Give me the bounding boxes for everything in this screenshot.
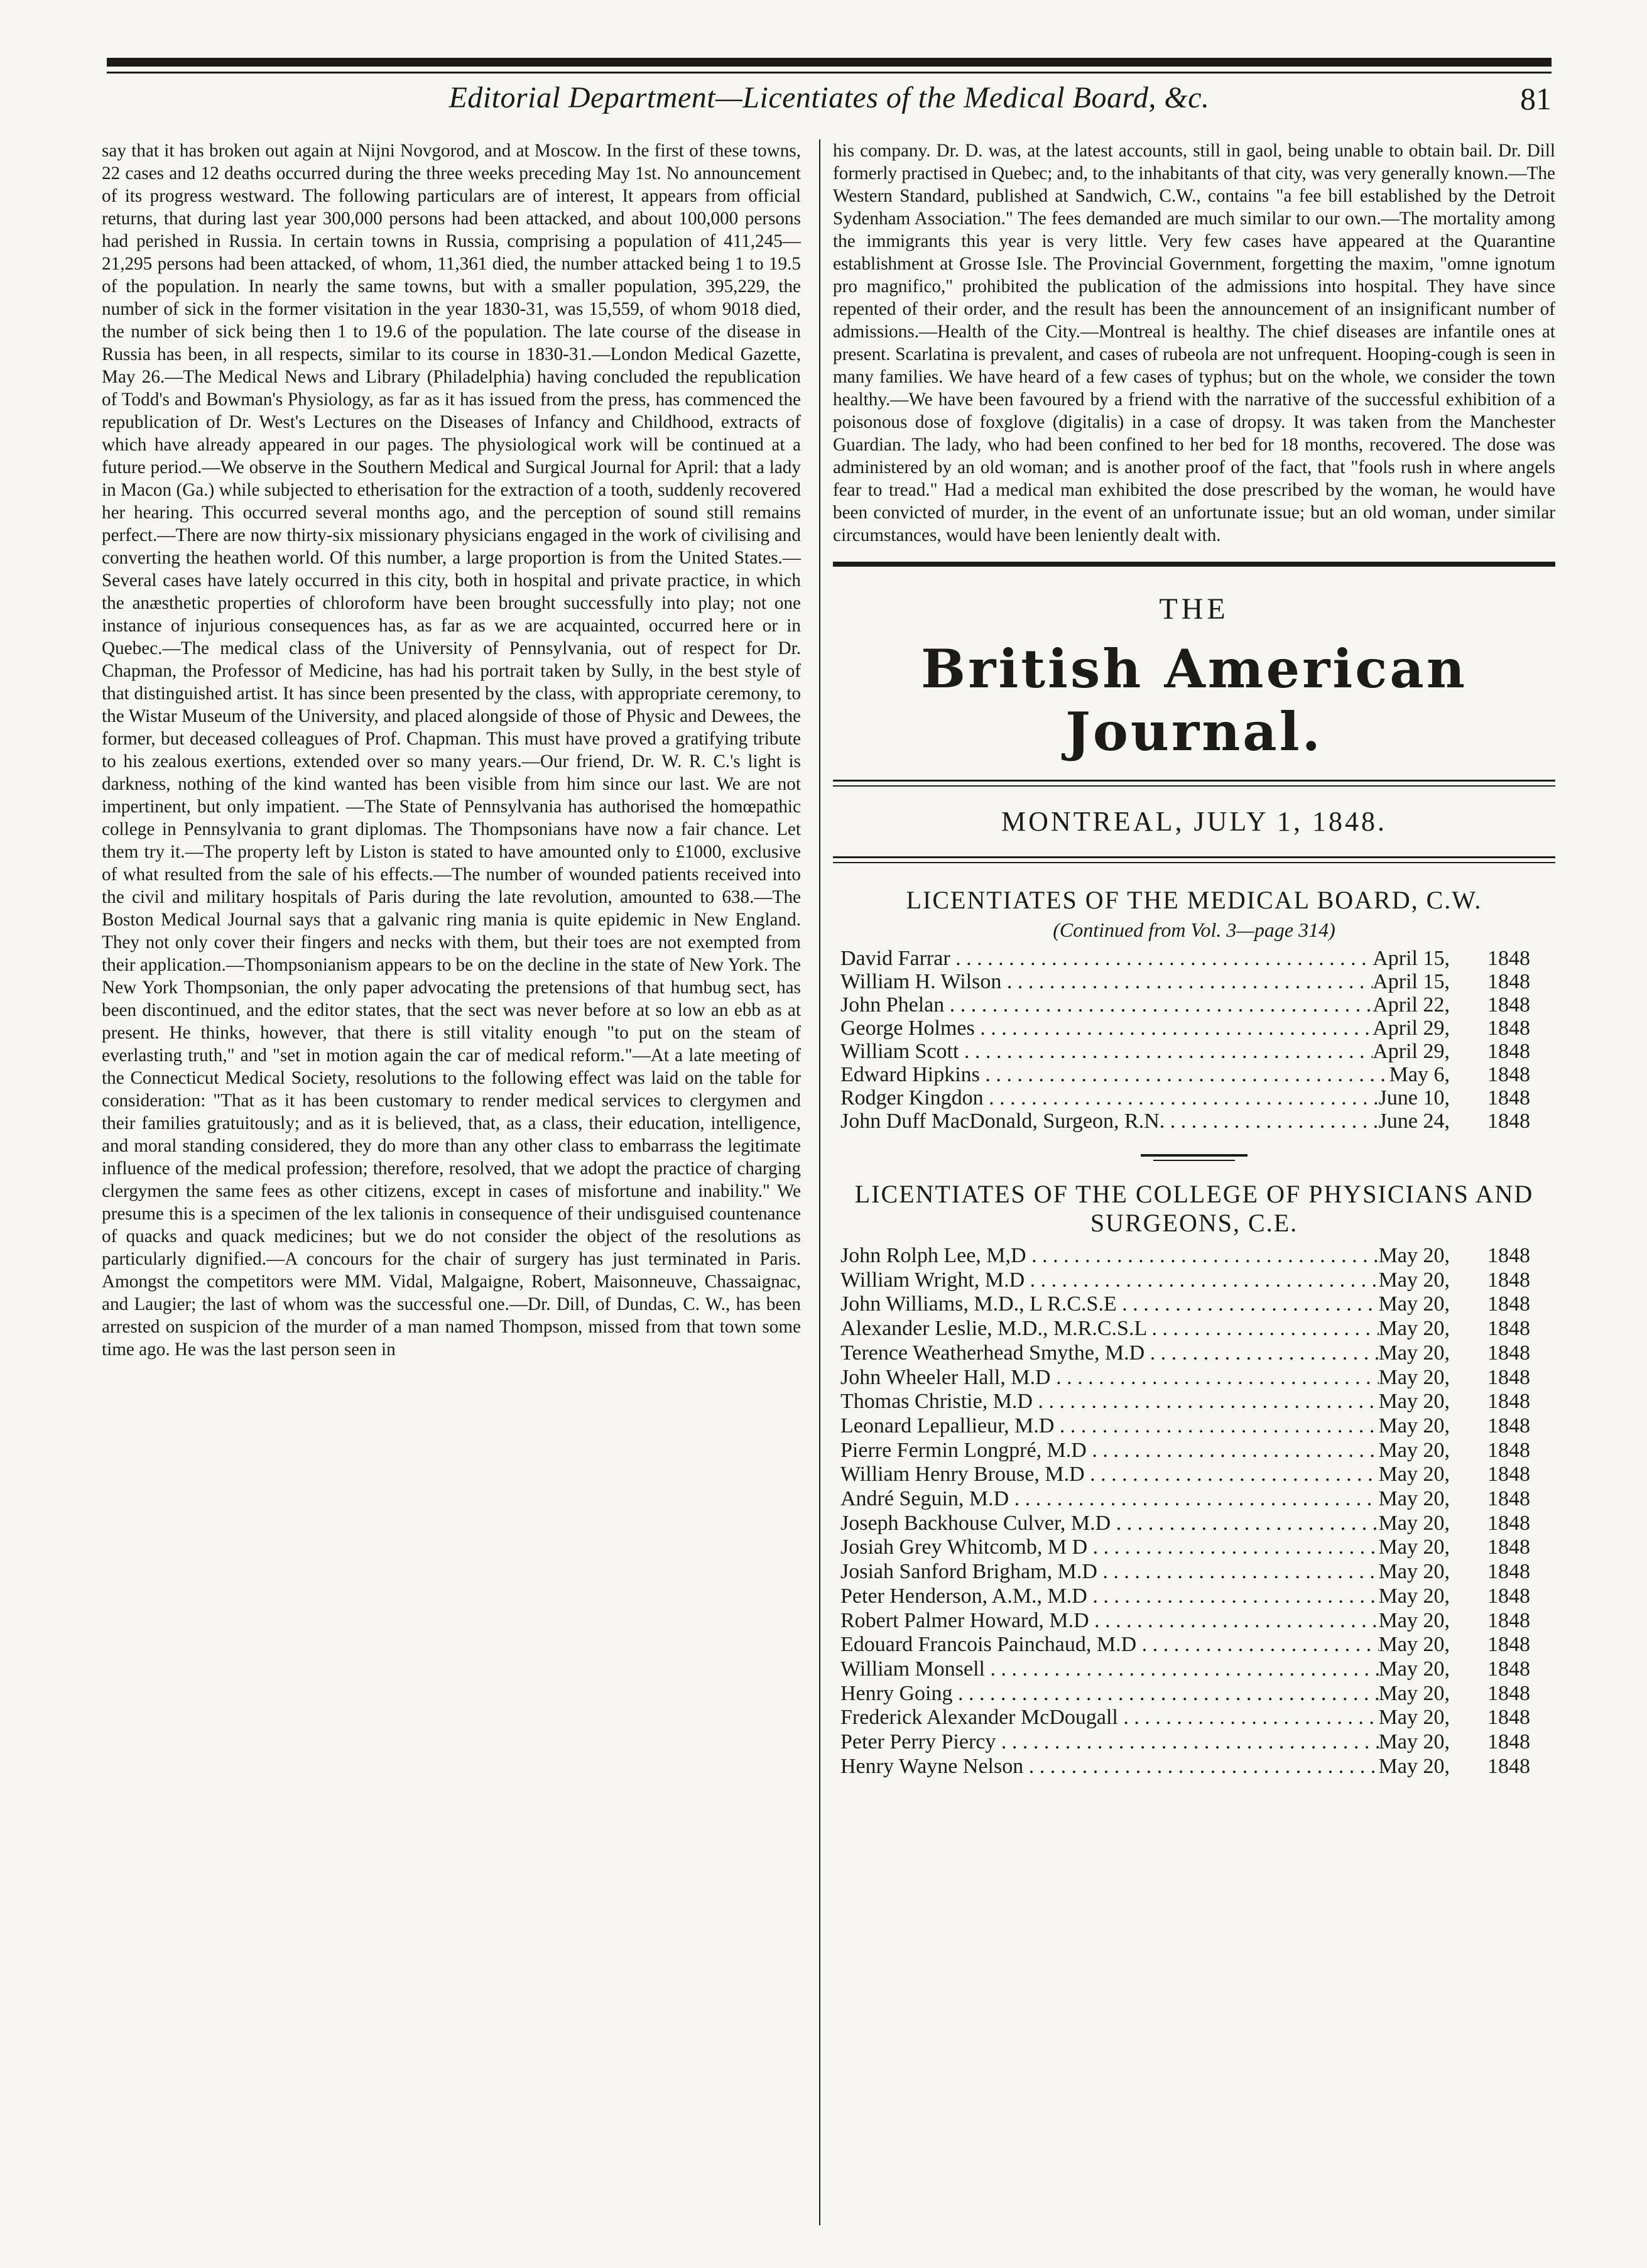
column-divider xyxy=(819,139,820,2225)
licentiate-name: Thomas Christie, M.D . . . xyxy=(833,1390,1379,1414)
licentiate-date: May 20, xyxy=(1378,1584,1450,1608)
list-item xyxy=(833,1244,1555,1268)
licentiate-date: June 10, xyxy=(1378,1086,1450,1109)
licentiate-year: 1848 xyxy=(1487,1487,1530,1511)
list-item xyxy=(833,1268,1555,1293)
licentiate-year: 1848 xyxy=(1487,1268,1530,1292)
medical-board-list xyxy=(833,947,1555,1133)
licentiate-date: May 20, xyxy=(1378,1317,1450,1341)
licentiate-name: William Monsell . . . xyxy=(833,1657,1379,1682)
licentiate-date: April 22, xyxy=(1372,993,1450,1017)
licentiate-date: May 20, xyxy=(1378,1633,1450,1657)
medical-board-heading: LICENTIATES OF THE MEDICAL BOARD, C.W. xyxy=(906,886,1482,914)
masthead-rule-bottom xyxy=(833,856,1555,858)
licentiate-name: William Wright, M.D . . . xyxy=(833,1268,1379,1293)
licentiate-date: April 29, xyxy=(1372,1040,1450,1063)
college-list xyxy=(833,1244,1555,1779)
licentiate-date: May 20, xyxy=(1378,1657,1450,1681)
list-item xyxy=(833,1463,1555,1487)
licentiate-date: May 20, xyxy=(1378,1414,1450,1437)
list-item xyxy=(833,993,1555,1017)
licentiate-year: 1848 xyxy=(1487,1633,1530,1657)
licentiate-year: 1848 xyxy=(1487,1244,1530,1267)
licentiate-year: 1848 xyxy=(1487,1317,1530,1341)
right-column xyxy=(833,139,1555,1779)
list-item xyxy=(833,1560,1555,1584)
licentiate-year: 1848 xyxy=(1487,1754,1530,1778)
licentiate-name: William H. Wilson . . . xyxy=(833,970,1372,993)
licentiate-date: May 20, xyxy=(1378,1365,1450,1389)
page-header xyxy=(107,80,1552,118)
licentiate-year: 1848 xyxy=(1487,993,1530,1017)
licentiate-date: May 6, xyxy=(1389,1063,1450,1086)
licentiate-date: May 20, xyxy=(1378,1438,1450,1462)
list-item xyxy=(833,1439,1555,1463)
licentiate-name: Robert Palmer Howard, M.D . . . xyxy=(833,1609,1379,1633)
list-item xyxy=(833,1086,1555,1109)
list-item xyxy=(833,1535,1555,1560)
licentiate-year: 1848 xyxy=(1487,1706,1530,1730)
list-item xyxy=(833,1512,1555,1536)
top-rule-thin xyxy=(107,72,1552,74)
licentiate-name: Josiah Sanford Brigham, M.D . . . xyxy=(833,1560,1379,1584)
list-item xyxy=(833,1017,1555,1040)
licentiate-date: June 24, xyxy=(1378,1109,1450,1133)
list-item xyxy=(833,1609,1555,1633)
licentiate-year: 1848 xyxy=(1487,1681,1530,1705)
licentiate-year: 1848 xyxy=(1487,1730,1530,1754)
list-item xyxy=(833,1706,1555,1730)
list-item xyxy=(833,1366,1555,1390)
list-item xyxy=(833,1487,1555,1512)
masthead-title: British American Journal. xyxy=(921,638,1467,763)
list-item xyxy=(833,1584,1555,1609)
licentiate-name: Leonard Lepallieur, M.D . . . xyxy=(833,1414,1379,1439)
licentiate-date: May 20, xyxy=(1378,1608,1450,1632)
list-item xyxy=(833,947,1555,970)
list-item xyxy=(833,1755,1555,1779)
left-column-text: say that it has broken out again at Nijni Novgorod, and at Moscow. In the first of these towns, 22 cases and 12 deaths occurred during the three weeks preceding May 1st. No announcement of its progress westward. The following particulars are of interest, It appears from official returns, that during last year 300,000 persons had been attacked, and about 100,000 persons had perished in Russia. In certain towns in Russia, comprising a population of 411,245—21,295 persons had been attacked, of whom, 11,361 died, the number attacked being 1 to 19.5 of the population. In nearly the same towns, but with a smaller population, 395,229, the number of sick in the former visitation in the year 1830-31, was 15,559, of whom 9018 died, the number of sick being then 1 to 19.6 of the population. The late course of the disease in Russia has been, in all respects, similar to its course in 1830-31.—London Medical Gazette, May 26.—The Medical News and Library (Philadelphia) having concluded the republication of Todd's and Bowman's Physiology, as far as it has issued from the press, has commenced the republication of Dr. West's Lectures on the Diseases of Infancy and Childhood, extracts of which have already appeared in our pages. The physiological work will be continued at a future period.—We observe in the Southern Medical and Surgical Journal for April: that a lady in Macon (Ga.) while subjected to etherisation for the extraction of a tooth, suddenly recovered her hearing. This occurred several months ago, and the perception of sound still remains perfect.—There are now thirty-six missionary physicians engaged in the work of civilising and converting the heathen world. Of this number, a large proportion is from the United States.—Several cases have lately occurred in this city, both in hospital and private practice, in which the anæsthetic properties of chloroform have been brought successfully into play; not one instance of injurious consequences has, as far as we are acquainted, occurred here or in Quebec.—The medical class of the University of Pennsylvania, out of respect for Dr. Chapman, the Professor of Medicine, has had his portrait taken by Sully, in the best style of that distinguished artist. It has since been presented by the class, with appropriate ceremony, to the Wistar Museum of the University, and placed alongside of those of Physic and Dewees, the former, but deceased colleagues of Prof. Chapman. This must have proved a gratifying tribute to his zealous exertions, extended over so many years.—Our friend, Dr. W. R. C.'s light is darkness, nothing of the kind wanted has been visible from him since our last. We are not impertinent, but only impatient. —The State of Pennsylvania has authorised the homœpathic college in Pennsylvania to grant diplomas. The Thompsonians have now a fair chance. Let them try it.—The property left by Liston is stated to have amounted only to £1000, exclusive of what resulted from the sale of his effects.—The number of wounded patients received into the civil and military hospitals of Paris during the late revolution, amounted to 638.—The Boston Medical Journal says that a galvanic ring mania is quite epidemic in New England. They not only cover their fingers and necks with them, but their toes are not exempted from their application.—Thompsonianism appears to be on the decline in the state of New York. The New York Thompsonian, the only paper advocating the pretensions of that humbug sect, has been discontinued, and the editor states, that the sect was never before at so low an ebb as at present. He thinks, however, that there is still vitality enough "to put on the steam of everlasting truth," and "set in motion again the car of medical reform."—At a late meeting of the Connecticut Medical Society, resolutions to the following effect was laid on the table for consideration: "That as it has been customary to render medical services to clergymen and their families gratuitously; and as it is believed, that, as a class, their education, intelligence, and moral standing considered, they do more than any other class to embarrass the legitimate influence of the medical profession; therefore, resolved, that we adopt the practice of charging clergymen the same fees as other citizens, except in cases of misfortune and inability." We presume this is a specimen of the lex talionis in consequence of their undisguised countenance of quacks and quack medicines; but we do not consider the object of the resolutions as particularly dignified.—A concours for the chair of surgery has just terminated in Paris. Amongst the competitors were MM. Vidal, Malgaigne, Robert, Maisonneuve, Chassaignac, and Laugier; the last of whom was the successful one.—Dr. Dill, of Dundas, C. W., has been arrested on suspicion of the murder of a man named Thompson, missed from that town some time ago. He was the last person seen in xyxy=(102,141,801,1360)
licentiate-year: 1848 xyxy=(1487,1017,1530,1040)
licentiate-name: Joseph Backhouse Culver, M.D . . . xyxy=(833,1512,1379,1536)
licentiate-date: May 20, xyxy=(1378,1487,1450,1511)
licentiate-name: George Holmes . . . xyxy=(833,1017,1372,1040)
list-item xyxy=(833,1730,1555,1755)
licentiate-year: 1848 xyxy=(1487,1608,1530,1632)
licentiate-date: May 20, xyxy=(1378,1268,1450,1292)
masthead-rule-top xyxy=(833,562,1555,567)
licentiate-name: John Duff MacDonald, Surgeon, R.N. . . . xyxy=(833,1109,1379,1133)
list-item xyxy=(833,1414,1555,1439)
masthead-dateline: MONTREAL, JULY 1, 1848. xyxy=(1001,806,1387,837)
licentiate-year: 1848 xyxy=(1487,1511,1530,1535)
page-number: 81 xyxy=(1520,81,1552,116)
licentiate-date: May 20, xyxy=(1378,1341,1450,1365)
licentiate-date: May 20, xyxy=(1378,1511,1450,1535)
list-item xyxy=(833,970,1555,993)
licentiate-name: John Wheeler Hall, M.D . . . xyxy=(833,1366,1379,1390)
licentiate-name: André Seguin, M.D . . . xyxy=(833,1487,1379,1512)
licentiate-date: May 20, xyxy=(1378,1730,1450,1754)
licentiate-name: Edward Hipkins . . . xyxy=(833,1063,1389,1086)
licentiate-name: Edouard Francois Painchaud, M.D . . . xyxy=(833,1633,1379,1657)
licentiate-date: May 20, xyxy=(1378,1244,1450,1267)
licentiate-date: May 20, xyxy=(1378,1292,1450,1316)
licentiate-year: 1848 xyxy=(1487,1463,1530,1486)
licentiate-year: 1848 xyxy=(1487,947,1530,970)
list-item xyxy=(833,1390,1555,1414)
licentiate-name: Rodger Kingdon . . . xyxy=(833,1086,1379,1109)
licentiate-name: Henry Wayne Nelson . . . xyxy=(833,1755,1379,1779)
licentiate-name: Alexander Leslie, M.D., M.R.C.S.L . . . xyxy=(833,1317,1379,1341)
licentiate-name: Frederick Alexander McDougall . . . xyxy=(833,1706,1379,1730)
list-item xyxy=(833,1292,1555,1317)
licentiate-name: John Phelan . . . xyxy=(833,993,1372,1017)
licentiate-name: Henry Going . . . xyxy=(833,1682,1379,1706)
licentiate-date: April 15, xyxy=(1372,947,1450,970)
licentiate-date: April 29, xyxy=(1372,1017,1450,1040)
masthead-rule-mid-thin xyxy=(833,785,1555,787)
licentiate-name: Pierre Fermin Longpré, M.D . . . xyxy=(833,1439,1379,1463)
licentiate-date: May 20, xyxy=(1378,1706,1450,1730)
licentiate-date: May 20, xyxy=(1378,1754,1450,1778)
licentiate-date: May 20, xyxy=(1378,1390,1450,1414)
licentiate-year: 1848 xyxy=(1487,1560,1530,1584)
licentiate-name: Peter Perry Piercy . . . xyxy=(833,1730,1379,1755)
licentiate-date: April 15, xyxy=(1372,970,1450,993)
licentiate-year: 1848 xyxy=(1487,1584,1530,1608)
licentiate-name: David Farrar . . . xyxy=(833,947,1372,970)
medical-board-subheading: (Continued from Vol. 3—page 314) xyxy=(1053,919,1335,941)
masthead-rule-mid xyxy=(833,780,1555,782)
licentiate-year: 1848 xyxy=(1487,1414,1530,1437)
licentiate-year: 1848 xyxy=(1487,1390,1530,1414)
list-item xyxy=(833,1063,1555,1086)
list-item xyxy=(833,1040,1555,1063)
list-item xyxy=(833,1109,1555,1133)
college-heading: LICENTIATES OF THE COLLEGE OF PHYSICIANS AND SURGEONS, C.E. xyxy=(854,1180,1534,1237)
running-head: Editorial Department—Licentiates of the Medical Board, &c. xyxy=(448,81,1210,114)
left-column xyxy=(102,139,801,1361)
licentiate-name: John Williams, M.D., L R.C.S.E . . . xyxy=(833,1292,1379,1317)
licentiate-name: William Henry Brouse, M.D . . . xyxy=(833,1463,1379,1487)
licentiate-name: John Rolph Lee, M,D . . . xyxy=(833,1244,1379,1268)
licentiate-date: May 20, xyxy=(1378,1681,1450,1705)
licentiate-year: 1848 xyxy=(1487,1438,1530,1462)
licentiate-year: 1848 xyxy=(1487,1109,1530,1133)
right-column-continuation: his company. Dr. D. was, at the latest accounts, still in gaol, being unable to obtain bail. Dr. Dill formerly practised in Quebec; and, to the inhabitants of that city, was very generally known.—The Western Standard, published at Sandwich, C.W., contains "a fee bill established by the Detroit Sydenham Association." The fees demanded are much similar to our own.—The mortality among the immigrants this year is very little. Very few cases have appeared at the Quarantine establishment at Grosse Isle. The Provincial Government, forgetting the maxim, "omne ignotum pro magnifico," prohibited the publication of the admissions into hospital. They have since repented of their order, and the result has been the announcement of an insignificant number of admissions.—Health of the City.—Montreal is healthy. The chief diseases are infantile ones at present. Scarlatina is prevalent, and cases of rubeola are not unfrequent. Hooping-cough is seen in many families. We have heard of a few cases of typhus; but on the whole, we consider the town healthy.—We have been favoured by a friend with the narrative of the successful exhibition of a poisonous dose of foxglove (digitalis) in a case of dropsy. It was taken from the Manchester Guardian. The lady, who had been confined to her bed for 18 months, recovered. The dose was administered by an old woman; and is another proof of the fact, that "fools rush in where angels fear to tread." Had a medical man exhibited the dose prescribed by the woman, he would have been convicted of murder, in the event of an unfortunate issue; but an old woman, under similar circumstances, would have been leniently dealt with. xyxy=(833,141,1555,545)
list-item xyxy=(833,1341,1555,1366)
licentiate-year: 1848 xyxy=(1487,1292,1530,1316)
masthead-rule-bottom-thin xyxy=(833,862,1555,863)
list-item xyxy=(833,1633,1555,1657)
licentiate-year: 1848 xyxy=(1487,970,1530,993)
licentiate-date: May 20, xyxy=(1378,1535,1450,1559)
licentiate-name: Terence Weatherhead Smythe, M.D . . . xyxy=(833,1341,1379,1366)
licentiate-year: 1848 xyxy=(1487,1086,1530,1109)
licentiate-year: 1848 xyxy=(1487,1657,1530,1681)
licentiate-name: William Scott . . . xyxy=(833,1040,1372,1063)
licentiate-year: 1848 xyxy=(1487,1365,1530,1389)
licentiate-year: 1848 xyxy=(1487,1040,1530,1063)
masthead-the: THE xyxy=(1159,592,1229,626)
licentiate-date: May 20, xyxy=(1378,1560,1450,1584)
list-item xyxy=(833,1682,1555,1706)
list-item xyxy=(833,1657,1555,1682)
licentiate-year: 1848 xyxy=(1487,1341,1530,1365)
licentiate-year: 1848 xyxy=(1487,1063,1530,1086)
licentiate-year: 1848 xyxy=(1487,1535,1530,1559)
licentiate-name: Josiah Grey Whitcomb, M D . . . xyxy=(833,1535,1379,1560)
licentiate-date: May 20, xyxy=(1378,1463,1450,1486)
licentiate-name: Peter Henderson, A.M., M.D . . . xyxy=(833,1584,1379,1609)
top-rule xyxy=(107,58,1552,67)
section-divider-thin xyxy=(1153,1160,1235,1161)
list-item xyxy=(833,1317,1555,1341)
section-divider xyxy=(1141,1154,1247,1157)
